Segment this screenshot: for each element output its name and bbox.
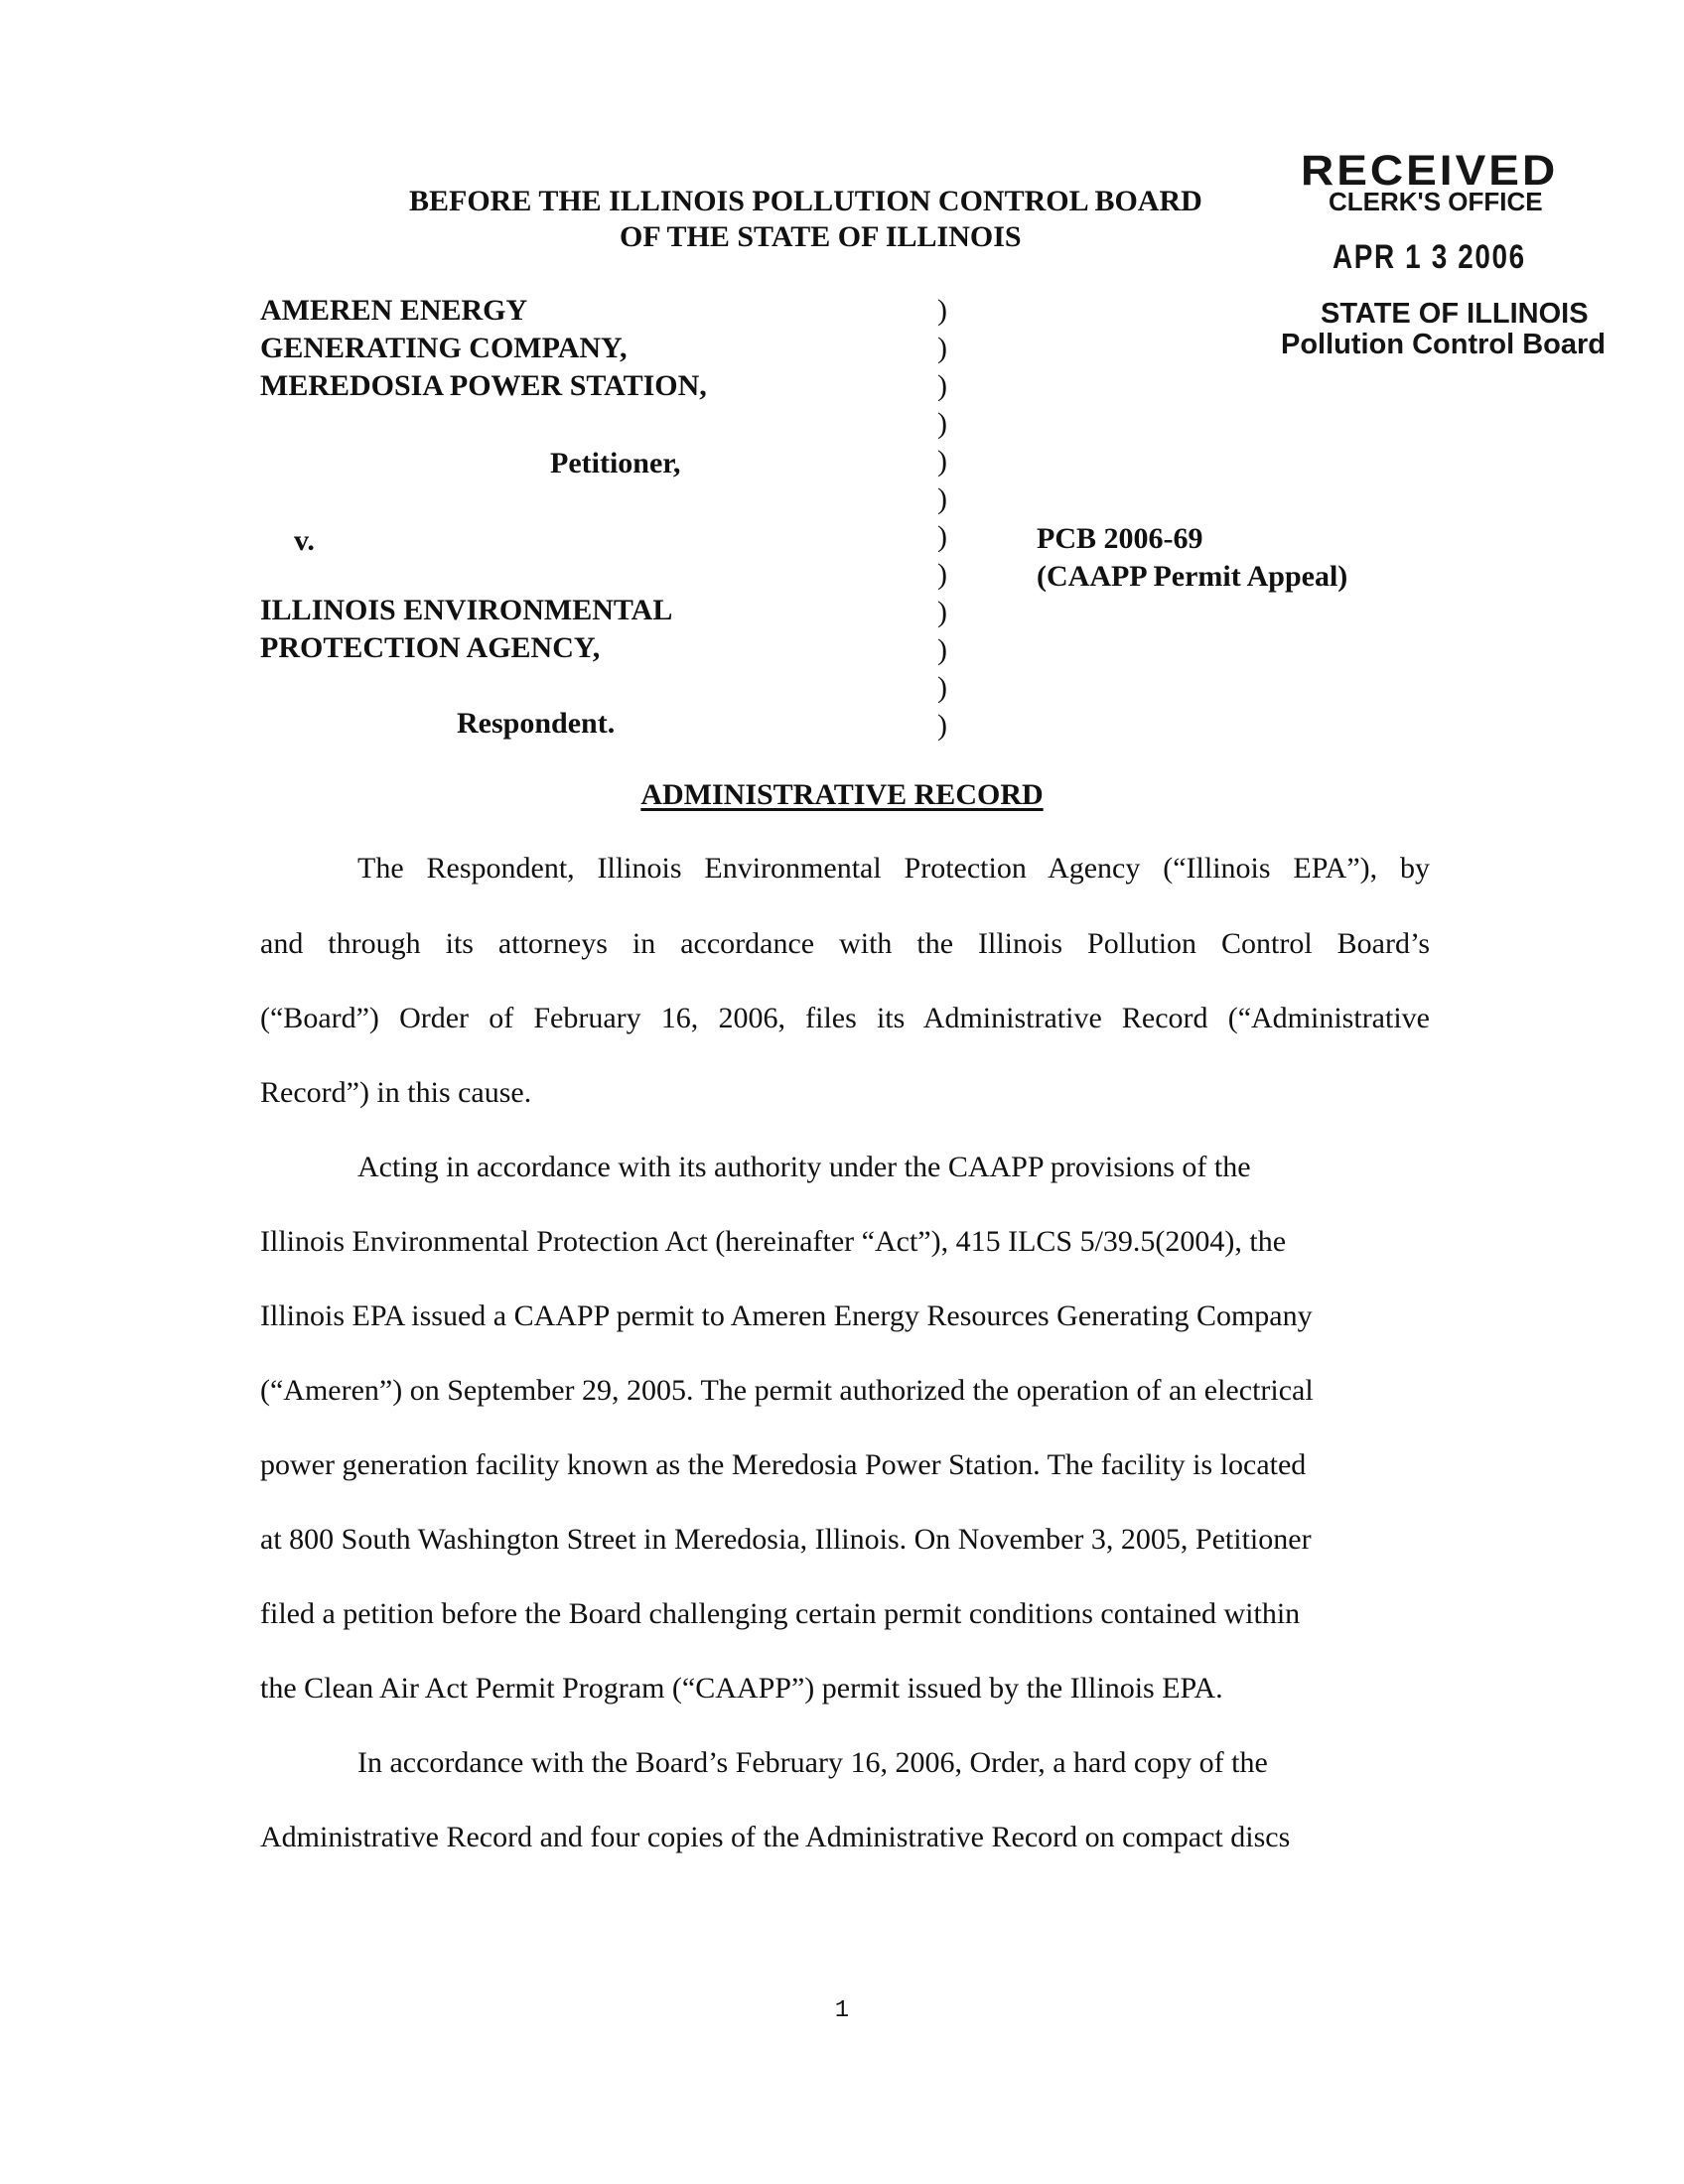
paren: )	[937, 294, 947, 327]
case-number: PCB 2006-69	[1037, 522, 1203, 555]
paren: )	[937, 332, 947, 364]
paren: )	[937, 482, 947, 515]
paragraph-line: Illinois EPA issued a CAAPP permit to Ameren Energy Resources Generating Company	[260, 1299, 1313, 1332]
paragraph-line: Illinois Environmental Protection Act (hereinafter “Act”), 415 ILCS 5/39.5(2004), the	[260, 1225, 1287, 1258]
paragraph-line: In accordance with the Board’s February 16, 2006, Order, a hard copy of the	[357, 1746, 1268, 1779]
versus: v.	[294, 524, 315, 557]
paren: )	[937, 558, 947, 591]
case-type: (CAAPP Permit Appeal)	[1037, 560, 1348, 593]
paren: )	[937, 407, 947, 440]
paragraph-line: at 800 South Washington Street in Meredosia, Illinois. On November 3, 2005, Petitioner	[260, 1523, 1312, 1556]
paragraph-line: the Clean Air Act Permit Program (“CAAPP”) permit issued by the Illinois EPA.	[260, 1672, 1223, 1705]
petitioner-name-line-1: AMEREN ENERGY	[260, 294, 528, 327]
petitioner-role: Petitioner,	[550, 447, 681, 479]
paren: )	[937, 671, 947, 704]
petitioner-name-line-3: MEREDOSIA POWER STATION,	[260, 369, 707, 402]
stamp-clerks-office: CLERK'S OFFICE	[1329, 187, 1543, 216]
stamp-received: RECEIVED	[1301, 146, 1559, 195]
stamp-state: STATE OF ILLINOIS	[1321, 298, 1589, 330]
respondent-name-line-1: ILLINOIS ENVIRONMENTAL	[260, 594, 673, 626]
paragraph-line: filed a petition before the Board challenging certain permit conditions contained within	[260, 1597, 1301, 1630]
respondent-name-line-2: PROTECTION AGENCY,	[260, 631, 601, 664]
header-line-1: BEFORE THE ILLINOIS POLLUTION CONTROL BOARD	[409, 185, 1202, 217]
paren: )	[937, 520, 947, 553]
stamp-date: APR 1 3 2006	[1333, 238, 1526, 276]
petitioner-name-line-2: GENERATING COMPANY,	[260, 332, 628, 364]
paren: )	[937, 445, 947, 478]
document-title: ADMINISTRATIVE RECORD	[640, 778, 1044, 811]
paren: )	[937, 709, 947, 742]
paren: )	[937, 596, 947, 628]
page-number: 1	[834, 1997, 850, 2024]
paragraph-line: Acting in accordance with its authority under the CAAPP provisions of the	[357, 1151, 1251, 1183]
stamp-board: Pollution Control Board	[1281, 329, 1607, 360]
paragraph-line: and through its attorneys in accordance with the Illinois Pollution Control Board’s	[260, 927, 1430, 960]
paragraph-line: (“Ameren”) on September 29, 2005. The permit authorized the operation of an electrical	[260, 1374, 1314, 1407]
paragraph-line: power generation facility known as the Meredosia Power Station. The facility is located	[260, 1448, 1307, 1481]
paragraph-line: The Respondent, Illinois Environmental Protection Agency (“Illinois EPA”), by	[357, 852, 1430, 885]
paragraph-line: Administrative Record and four copies of the Administrative Record on compact discs	[260, 1821, 1291, 1853]
paragraph-line: (“Board”) Order of February 16, 2006, files its Administrative Record (“Administrative	[260, 1002, 1430, 1034]
respondent-role: Respondent.	[457, 707, 616, 740]
paren: )	[937, 633, 947, 666]
header-line-2: OF THE STATE OF ILLINOIS	[620, 220, 1022, 253]
paragraph-line: Record”) in this cause.	[260, 1076, 532, 1109]
paren: )	[937, 369, 947, 402]
